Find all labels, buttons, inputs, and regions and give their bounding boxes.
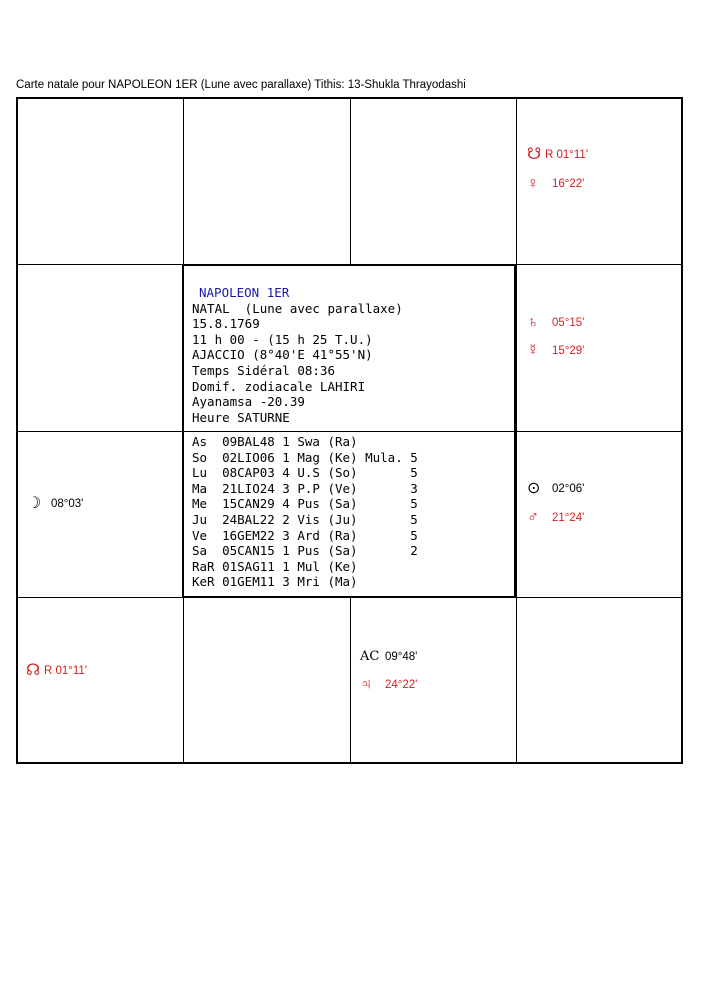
info-line: Heure SATURNE bbox=[192, 409, 290, 425]
position-row: Lu 08CAP03 4 U.S (So) 5 bbox=[192, 465, 418, 481]
ketu-icon: ☋ bbox=[527, 146, 542, 163]
positions-table bbox=[192, 434, 418, 590]
jupiter-icon: ♃ bbox=[360, 676, 372, 693]
info-panel bbox=[182, 264, 516, 598]
planet-degree: 24°22' bbox=[385, 679, 418, 691]
info-line: Domif. zodiacale LAHIRI bbox=[192, 378, 366, 394]
position-row: Sa 05CAN15 1 Pus (Sa) 2 bbox=[192, 543, 418, 559]
planet-degree: 08°03' bbox=[51, 498, 84, 510]
position-row: So 02LIO06 1 Mag (Ke) Mula. 5 bbox=[192, 449, 418, 465]
planet-sun bbox=[527, 481, 584, 497]
position-row: As 09BAL48 1 Swa (Ra) bbox=[192, 434, 358, 449]
chart-title: Carte natale pour NAPOLEON 1ER (Lune avec parallaxe) Tithis: 13-Shukla Thrayodashi bbox=[16, 79, 466, 91]
position-row: Ju 24BAL22 2 Vis (Ju) 5 bbox=[192, 511, 418, 527]
sun-icon: ⊙ bbox=[527, 480, 541, 497]
planet-mars bbox=[527, 510, 584, 526]
planet-moon bbox=[27, 496, 83, 512]
planet-mercury bbox=[527, 343, 584, 359]
planet-degree: 05°15' bbox=[552, 317, 585, 329]
planet-jupiter bbox=[360, 677, 417, 693]
info-line: Ayanamsa -20.39 bbox=[192, 394, 305, 410]
info-line: Temps Sidéral 08:36 bbox=[192, 362, 335, 378]
person-name: NAPOLEON 1ER bbox=[199, 285, 290, 300]
planet-venus bbox=[527, 176, 584, 192]
planet-degree: 09°48' bbox=[385, 651, 418, 663]
planet-degree: 16°22' bbox=[552, 178, 585, 190]
planet-degree: R 01°11' bbox=[545, 149, 589, 161]
birth-info bbox=[192, 285, 403, 425]
position-row: Me 15CAN29 4 Pus (Sa) 5 bbox=[192, 496, 418, 512]
planet-degree: 02°06' bbox=[552, 483, 585, 495]
planet-saturn bbox=[527, 315, 584, 331]
saturn-icon: ♄ bbox=[527, 314, 539, 331]
position-row: Ma 21LIO24 3 P.P (Ve) 3 bbox=[192, 480, 418, 496]
planet-degree: R 01°11' bbox=[44, 665, 88, 677]
ascendant-label: AC bbox=[360, 649, 380, 664]
info-divider bbox=[184, 431, 514, 432]
planet-rahu bbox=[26, 663, 87, 679]
planet-degree: 21°24' bbox=[552, 512, 585, 524]
info-line: 11 h 00 - (15 h 25 T.U.) bbox=[192, 331, 373, 347]
mars-icon: ♂ bbox=[527, 509, 539, 526]
position-row: KeR 01GEM11 3 Mri (Ma) bbox=[192, 574, 358, 590]
planet-ketu bbox=[527, 147, 588, 163]
position-row: Ve 16GEM22 3 Ard (Ra) 5 bbox=[192, 527, 418, 543]
planet-degree: 15°29' bbox=[552, 345, 585, 357]
mercury-icon: ☿ bbox=[527, 342, 539, 359]
info-line: AJACCIO (8°40'E 41°55'N) bbox=[192, 347, 373, 363]
info-line: NATAL (Lune avec parallaxe) bbox=[192, 300, 403, 316]
ascendant bbox=[360, 649, 417, 665]
position-row: RaR 01SAG11 1 Mul (Ke) bbox=[192, 558, 358, 574]
info-line: 15.8.1769 bbox=[192, 316, 260, 332]
moon-icon: ☽ bbox=[27, 495, 42, 512]
rahu-icon: ☊ bbox=[26, 662, 41, 679]
venus-icon: ♀ bbox=[527, 175, 539, 192]
